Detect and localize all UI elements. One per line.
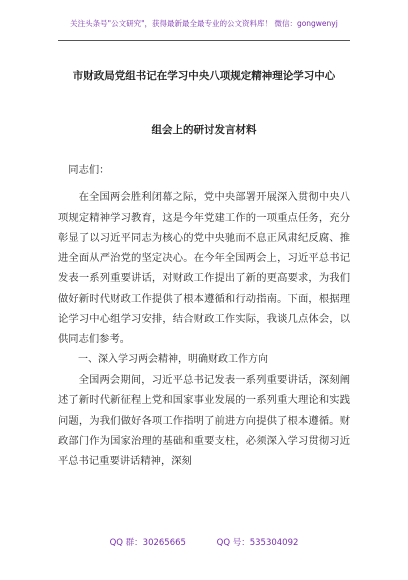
footer-qq-number: QQ 号：535304092 xyxy=(216,538,299,548)
document-body xyxy=(58,160,350,471)
body-paragraph: 在全国两会胜利闭幕之际，党中央部署开展深入贯彻中央八项规定精神学习教育，这是今年党建工作的一项重点任务，充分彰显了以习近平同志为核心的党中央驰而不息正风肃纪反腐、推进全面从严治党的坚定决心。在今年全国两会上，习近平总书记发表一系列重要讲话，对财政工作提出了新的更高要求，为我们做好新时代财政工作提供了根本遵循和行动指南。下面，根据理论学习中心组学习安排，结合财政工作实际，我谈几点体会，以供同志们参考。 xyxy=(58,191,350,346)
footer-qq-group: QQ 群：30265665 xyxy=(109,538,186,548)
section-heading: 一、深入学习两会精神，明确财政工作方向 xyxy=(78,353,268,365)
body-paragraph: 全国两会期间，习近平总书记发表一系列重要讲话，深刻阐述了新时代新征程上党和国家事业发展的一系列重大理论和实践问题，为我们做好各项工作指明了前进方向提供了根本遵循。财政部门作为国家治理的基础和重要支柱，必须深入学习贯彻习近平总书记重要讲话精神，深刻 xyxy=(58,373,350,468)
header-banner: 关注头条号"公文研究"，获得最新最全最专业的公文资料库！ 微信：gongwenyj xyxy=(70,19,338,28)
footer-contact xyxy=(58,535,350,551)
document-title-line2: 组会上的研讨发言材料 xyxy=(151,124,257,136)
salutation: 同志们： xyxy=(68,164,110,176)
header-divider xyxy=(58,40,350,41)
document-title-line1: 市财政局党组书记在学习中央八项规定精神理论学习中心 xyxy=(72,70,336,82)
